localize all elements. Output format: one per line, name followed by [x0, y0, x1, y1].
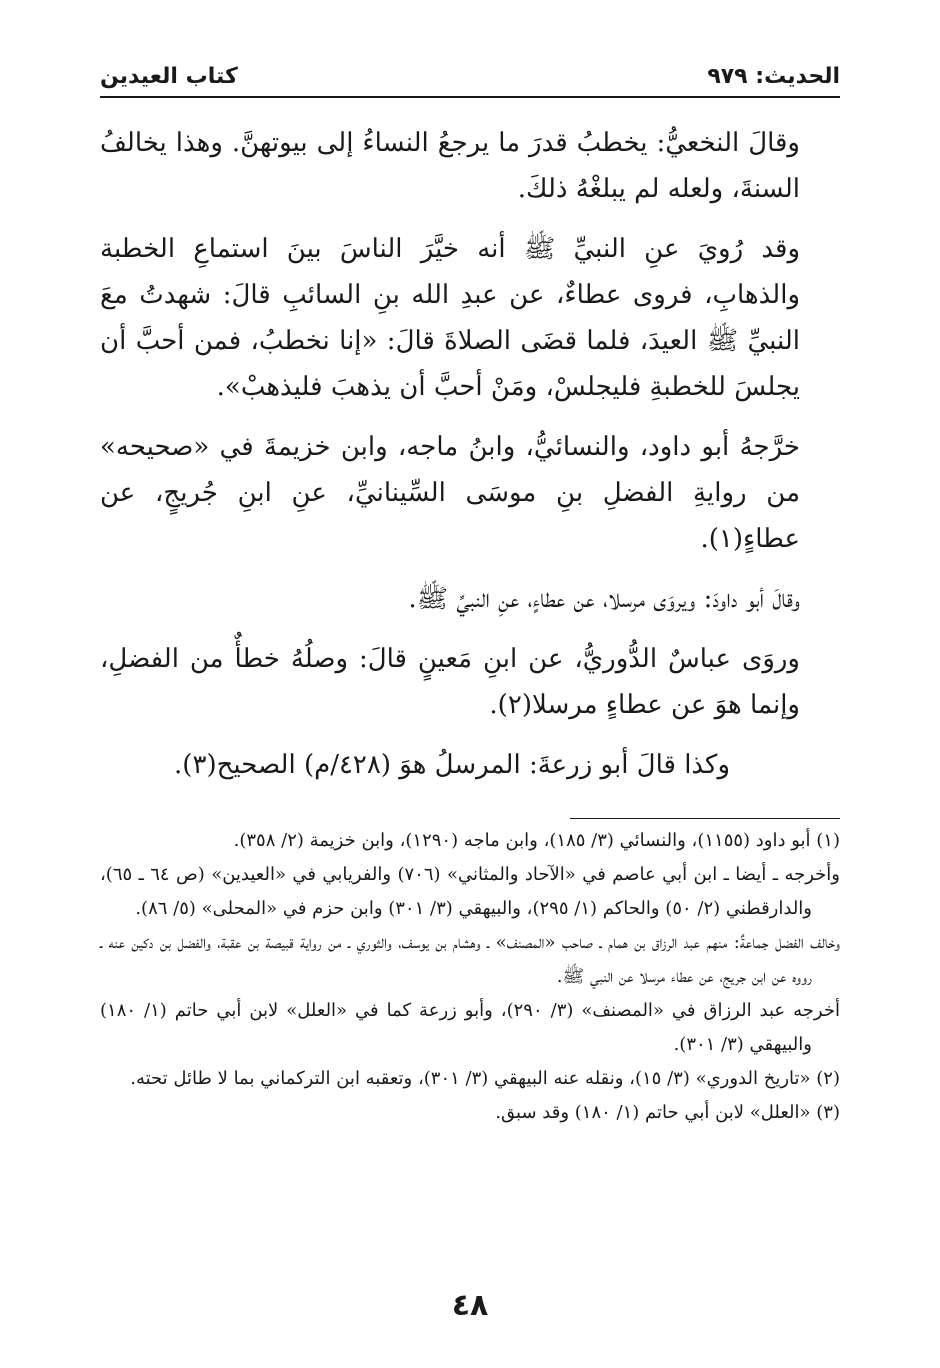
- paragraph: خرَّجهُ أبو داود، والنسائيُّ، وابنُ ماجه، وابن خزيمةَ في «صحيحه» من روايةِ الفضلِ بنِ موسَى السِّينانيِّ، عنِ ابنِ جُريجٍ، عن عطاءٍ(١).: [100, 432, 800, 554]
- paragraph: وقالَ أبو داودَ: ويروَى مرسلا، عن عطاءٍ، عنِ النبيِّ ﷺ.: [408, 584, 800, 614]
- book-title: كتاب العيدين: [100, 64, 238, 89]
- main-text: [100, 120, 840, 802]
- page-number: ٤٨: [451, 1288, 489, 1323]
- paragraph: وقد رُويَ عنِ النبيِّ ﷺ أنه خيَّرَ الناسَ بينَ استماعِ الخطبة والذهابِ، فروى عطاءٌ، عن عبدِ الله بنِ السائبِ قالَ: شهدتُ معَ النبيِّ ﷺ العيدَ، فلما قضَى الصلاةَ قالَ: «إنا نخطبُ، فمن أحبَّ أن يجلسَ للخطبةِ فليجلسْ، ومَنْ أحبَّ أن يذهبَ فليذهبْ».: [100, 234, 800, 402]
- running-header: [100, 58, 840, 98]
- paragraph: وروَى عباسٌ الدُّوريُّ، عن ابنِ مَعينٍ قالَ: وصلُهُ خطأٌ من الفضلِ، وإنما هوَ عن عطاءٍ مرسلا(٢).: [100, 644, 800, 720]
- footnote: (٣) «العلل» لابن أبي حاتم (١/ ١٨٠) وقد سبق.: [495, 1102, 840, 1123]
- header-divider: [100, 96, 840, 98]
- paragraph: وكذا قالَ أبو زرعةَ: المرسلُ هوَ (٤٢٨/م) الصحيح(٣).: [174, 750, 730, 780]
- paragraph: وقالَ النخعيُّ: يخطبُ قدرَ ما يرجعُ النساءُ إلى بيوتهنَّ. وهذا يخالفُ السنةَ، ولعله لم يبلغْهُ ذلكَ.: [100, 128, 800, 204]
- footnote: وخالف الفضل جماعةٌ: منهم عبد الرزاق بن همام ـ صاحب «المصنف» ـ وهشام بن يوسف، والثوري ـ من رواية قبيصة بن عقبة، والفضل بن دكين عنه ـ رووه عن ابن جريج، عن عطاء مرسلا عن النبي ﷺ.: [100, 932, 840, 987]
- footnote: أخرجه عبد الرزاق في «المصنف» (٣/ ٢٩٠)، وأبو زرعة كما في «العلل» لابن أبي حاتم (١/ ١٨٠) والبيهقي (٣/ ٣٠١).: [100, 1000, 840, 1055]
- footnote: (١) أبو داود (١١٥٥)، والنسائي (٣/ ١٨٥)، وابن ماجه (١٢٩٠)، وابن خزيمة (٢/ ٣٥٨).: [233, 830, 840, 851]
- footnotes: [100, 824, 840, 1130]
- footnote-divider: [570, 818, 840, 819]
- hadith-number-label: الحديث: ٩٧٩: [707, 64, 840, 89]
- footnote: وأخرجه ـ أيضا ـ ابن أبي عاصم في «الآحاد والمثاني» (٧٠٦) والفريابي في «العيدين» (ص ٦٤ ـ ٦٥)، والدارقطني (٢/ ٥٠) والحاكم (١/ ٢٩٥)، والبيهقي (٣/ ٣٠١) وابن حزم في «المحلى» (٥/ ٨٦).: [100, 864, 840, 919]
- footnote: (٢) «تاريخ الدوري» (٣/ ١٥)، ونقله عنه البيهقي (٣/ ٣٠١)، وتعقبه ابن التركماني بما لا طائل تحته.: [130, 1068, 840, 1089]
